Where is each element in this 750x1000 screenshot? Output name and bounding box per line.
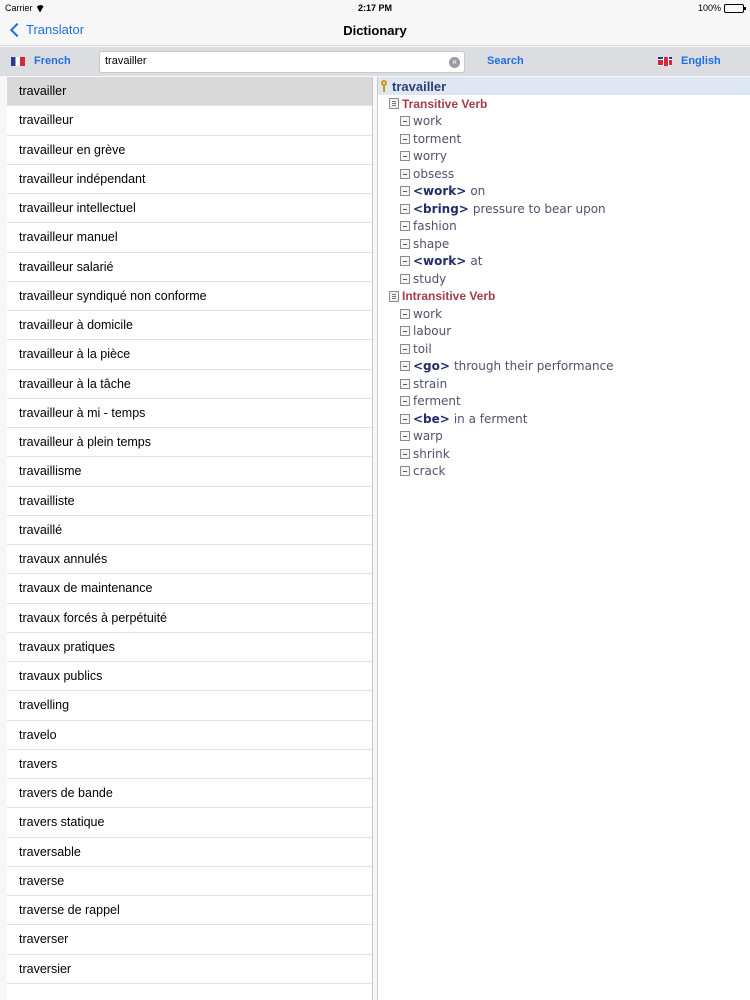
collapse-icon (400, 431, 410, 441)
translation-item[interactable] (378, 375, 750, 393)
word-list-item[interactable]: travailleur indépendant (7, 165, 372, 194)
collapse-icon (400, 326, 410, 336)
word-list-item[interactable]: travailleur à domicile (7, 311, 372, 340)
translation-text: work (413, 114, 443, 129)
word-list-item[interactable]: travers (7, 750, 372, 779)
translation-item[interactable] (378, 183, 750, 201)
translation-text: study (413, 271, 447, 286)
translation-item[interactable] (378, 130, 750, 148)
word-list-item[interactable]: travaux pratiques (7, 633, 372, 662)
word-list-item[interactable]: travailleur syndiqué non conforme (7, 282, 372, 311)
word-list-item[interactable]: travaux de maintenance (7, 574, 372, 603)
collapse-icon (400, 221, 410, 231)
translation-item[interactable] (378, 165, 750, 183)
word-list-item[interactable]: traverse (7, 867, 372, 896)
translation-text: at (470, 254, 483, 269)
headword: travailler (392, 78, 447, 94)
word-list-item[interactable]: travers statique (7, 808, 372, 837)
target-language-label: English (681, 55, 721, 67)
part-of-speech-heading (378, 95, 750, 113)
target-language-button[interactable] (658, 55, 721, 67)
translation-item[interactable] (378, 113, 750, 131)
translation-item[interactable] (378, 270, 750, 288)
collapse-icon (400, 344, 410, 354)
part-of-speech-label: Transitive Verb (402, 96, 488, 111)
word-list-item[interactable]: traverser (7, 925, 372, 954)
collapse-icon (400, 466, 410, 476)
translation-item[interactable] (378, 253, 750, 271)
search-bar (0, 47, 750, 76)
word-list-item[interactable]: travailleur (7, 106, 372, 135)
carrier-label: Carrier (5, 3, 33, 13)
collapse-icon (400, 239, 410, 249)
translation-text: through their performance (453, 359, 614, 374)
translation-text: crack (413, 464, 446, 479)
word-list-item[interactable]: travelling (7, 691, 372, 720)
collapse-icon (400, 169, 410, 179)
collapse-icon (400, 204, 410, 214)
word-list-item[interactable]: travers de bande (7, 779, 372, 808)
word-list-item[interactable]: travaillé (7, 516, 372, 545)
collapse-icon (400, 361, 410, 371)
word-list-item[interactable]: traverse de rappel (7, 896, 372, 925)
translation-item[interactable] (378, 393, 750, 411)
document-icon (389, 98, 399, 109)
collapse-icon (400, 116, 410, 126)
translation-context-tag: <go> (413, 359, 450, 374)
word-list-item[interactable]: travailleur manuel (7, 223, 372, 252)
translation-text: pressure to bear upon (472, 201, 606, 216)
translation-item[interactable] (378, 463, 750, 481)
translation-item[interactable] (378, 410, 750, 428)
collapse-icon (400, 396, 410, 406)
clear-search-icon[interactable]: × (449, 57, 460, 68)
french-flag-icon (11, 57, 25, 66)
battery-percent: 100% (697, 3, 721, 13)
page-title: Dictionary (343, 23, 407, 38)
translation-context-tag: <work> (413, 184, 467, 199)
word-list-item[interactable]: travailleur à mi - temps (7, 399, 372, 428)
word-list-item[interactable]: traversable (7, 838, 372, 867)
translation-item[interactable] (378, 323, 750, 341)
word-list-item[interactable]: travaux forcés à perpétuité (7, 604, 372, 633)
document-icon (389, 291, 399, 302)
translation-item[interactable] (378, 218, 750, 236)
translation-text: work (413, 306, 443, 321)
collapse-icon (400, 274, 410, 284)
translation-text: shrink (413, 446, 450, 461)
key-icon (380, 80, 389, 92)
translation-item[interactable] (378, 428, 750, 446)
word-list-item[interactable]: traversier (7, 955, 372, 984)
word-list-item[interactable]: travailleur salarié (7, 253, 372, 282)
translation-context-tag: <bring> (413, 201, 469, 216)
translation-text: labour (413, 324, 452, 339)
translation-text: worry (413, 149, 447, 164)
translation-context-tag: <be> (413, 411, 450, 426)
translation-text: torment (413, 131, 462, 146)
part-of-speech-label: Intransitive Verb (402, 289, 496, 304)
translation-item[interactable] (378, 340, 750, 358)
collapse-icon (400, 151, 410, 161)
collapse-icon (400, 256, 410, 266)
back-button-label: Translator (26, 22, 85, 37)
word-list-item[interactable]: travaux publics (7, 662, 372, 691)
collapse-icon (400, 379, 410, 389)
entry-detail-pane (377, 77, 750, 1000)
word-list-item[interactable]: travailleur à plein temps (7, 428, 372, 457)
uk-flag-icon (658, 57, 672, 66)
source-language-label: French (34, 55, 71, 67)
word-list-item[interactable]: travailleur à la tâche (7, 370, 372, 399)
part-of-speech-heading (378, 288, 750, 306)
collapse-icon (400, 449, 410, 459)
word-list-item[interactable]: travailliste (7, 487, 372, 516)
word-list-item[interactable]: travaux annulés (7, 545, 372, 574)
collapse-icon (400, 414, 410, 424)
word-list-item[interactable]: travailleur en grève (7, 136, 372, 165)
translation-text: ferment (413, 394, 461, 409)
translation-context-tag: <work> (413, 254, 467, 269)
battery-icon (724, 4, 744, 13)
word-list-item[interactable]: travailleur intellectuel (7, 194, 372, 223)
word-list-item[interactable]: travelo (7, 721, 372, 750)
translation-item[interactable] (378, 235, 750, 253)
search-button[interactable]: Search (487, 55, 524, 67)
search-input[interactable]: travailler (99, 51, 465, 73)
source-language-button[interactable] (11, 55, 71, 67)
translation-text: shape (413, 236, 450, 251)
translation-text: strain (413, 376, 448, 391)
translation-text: warp (413, 429, 443, 444)
word-list-item[interactable]: travaillisme (7, 457, 372, 486)
navigation-bar (0, 16, 750, 46)
headword-row (378, 77, 750, 95)
battery-indicator (698, 3, 744, 13)
status-bar (0, 0, 750, 16)
collapse-icon (400, 134, 410, 144)
translation-item[interactable] (378, 358, 750, 376)
translation-text: toil (413, 341, 432, 356)
word-list-item[interactable]: travailleur à la pièce (7, 340, 372, 369)
translation-item[interactable] (378, 305, 750, 323)
word-list[interactable] (7, 77, 373, 1000)
translation-text: obsess (413, 166, 455, 181)
translation-text: fashion (413, 219, 457, 234)
translation-item[interactable] (378, 445, 750, 463)
translation-text: in a ferment (453, 411, 528, 426)
collapse-icon (400, 309, 410, 319)
word-list-item[interactable]: travailler (7, 77, 372, 106)
clock: 2:17 PM (357, 3, 392, 13)
translation-text: on (470, 184, 486, 199)
translation-item[interactable] (378, 200, 750, 218)
translation-item[interactable] (378, 148, 750, 166)
collapse-icon (400, 186, 410, 196)
